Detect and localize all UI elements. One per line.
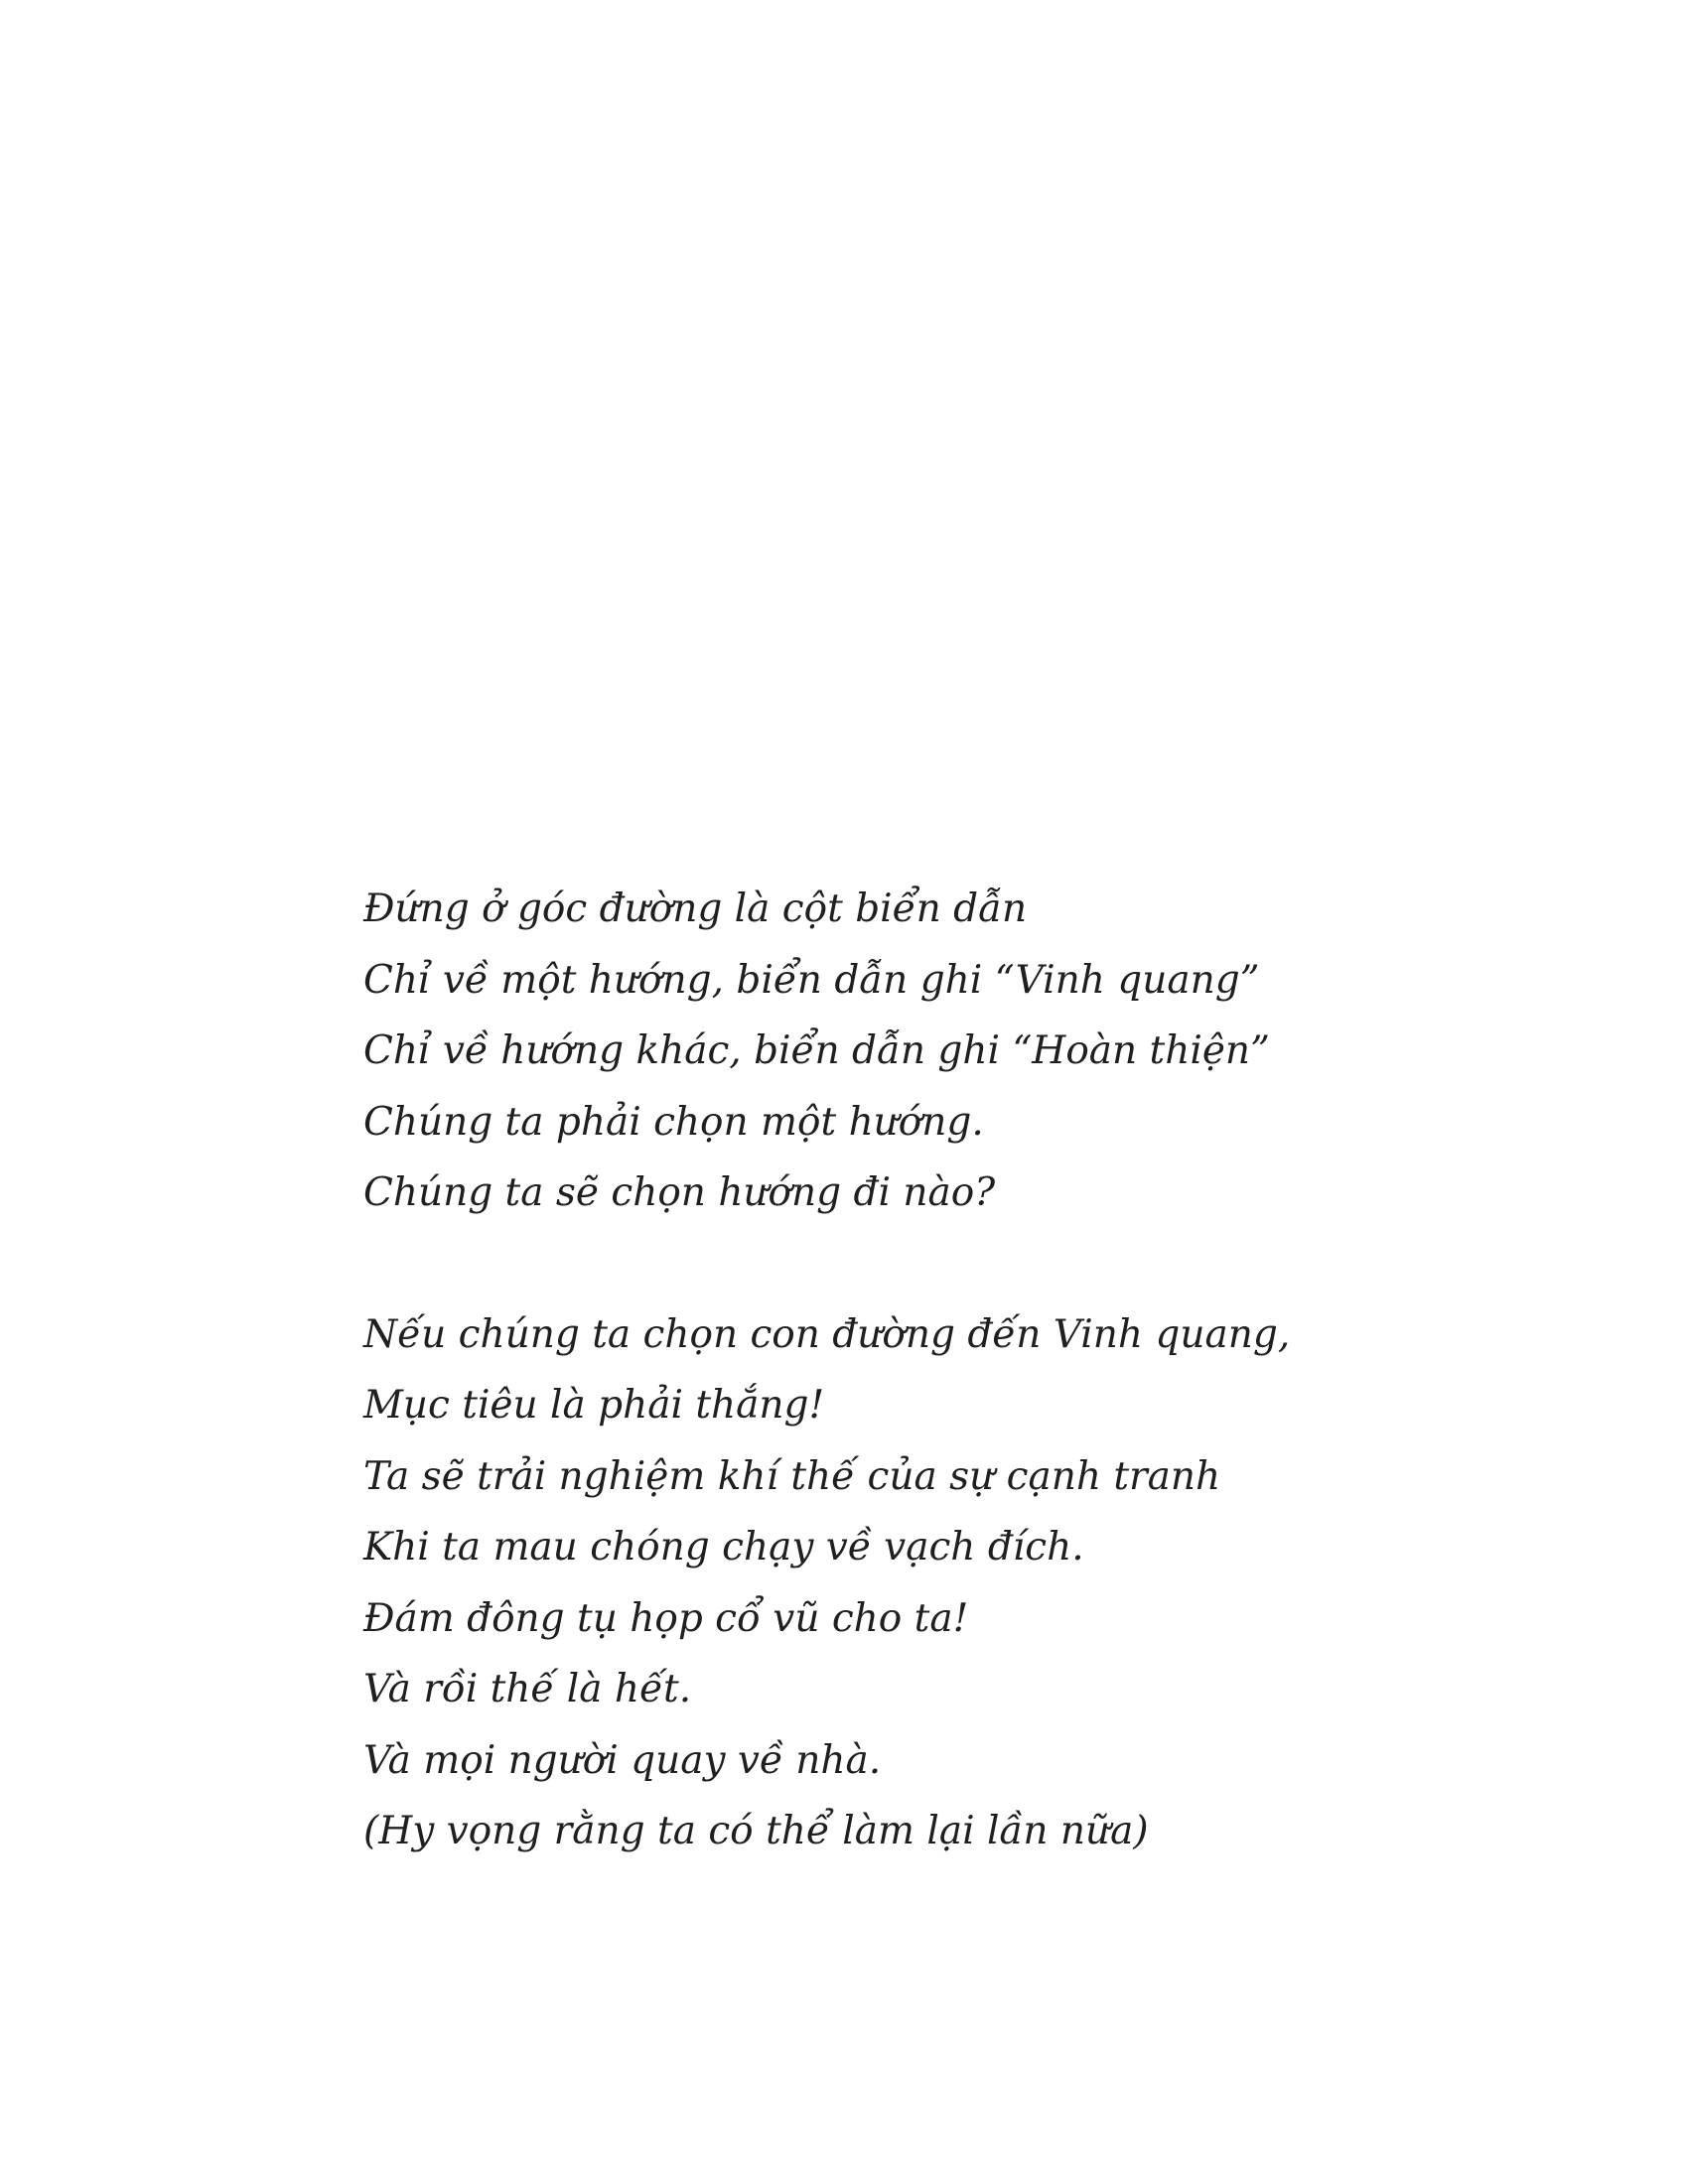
poem-line: Chúng ta sẽ chọn hướng đi nào? xyxy=(363,1170,996,1215)
poem-line: Chỉ về một hướng, biển dẫn ghi “Vinh quang” xyxy=(363,957,1260,1003)
stanza-2 xyxy=(363,1299,1356,1867)
poem-line: Chỉ về hướng khác, biển dẫn ghi “Hoàn thiện” xyxy=(363,1028,1270,1073)
poem-line: Và mọi người quay về nhà. xyxy=(363,1737,882,1783)
poem-line: Khi ta mau chóng chạy về vạch đích. xyxy=(363,1525,1084,1570)
poem-line: Ta sẽ trải nghiệm khí thế của sự cạnh tranh xyxy=(363,1453,1221,1499)
poem-line: (Hy vọng rằng ta có thể làm lại lần nữa) xyxy=(363,1809,1149,1853)
poem-line: Nếu chúng ta chọn con đường đến Vinh quang, xyxy=(363,1311,1291,1357)
poem-line: Mục tiêu là phải thắng! xyxy=(363,1383,825,1428)
poem-line: Đứng ở góc đường là cột biển dẫn xyxy=(363,887,1028,931)
poem-line: Và rồi thế là hết. xyxy=(363,1667,692,1711)
poem xyxy=(363,874,1356,1867)
stanza-1 xyxy=(363,874,1356,1229)
poem-line: Chúng ta phải chọn một hướng. xyxy=(363,1099,984,1145)
poem-line: Đám đông tụ họp cổ vũ cho ta! xyxy=(363,1595,969,1641)
